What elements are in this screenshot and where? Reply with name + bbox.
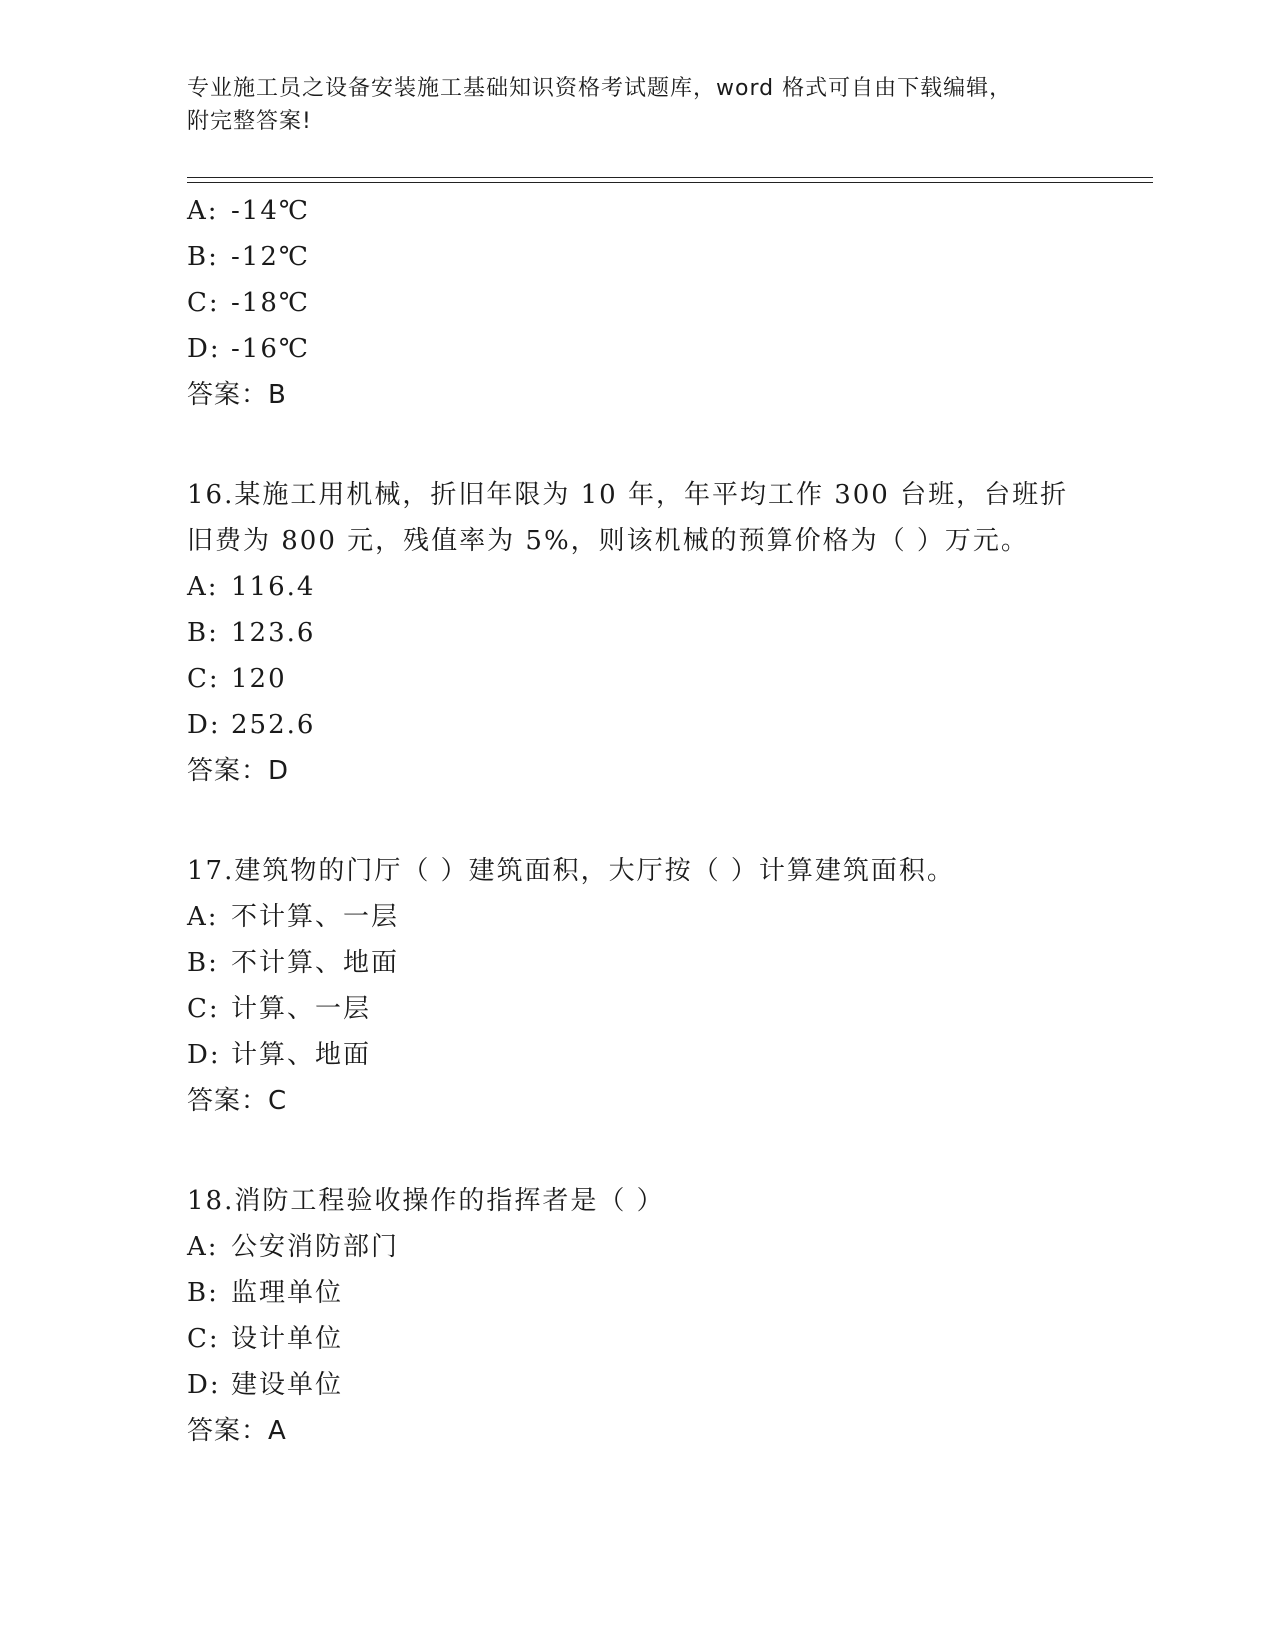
answer-option <box>187 702 1087 748</box>
option-text: -18℃ <box>231 288 310 318</box>
option-text: -14℃ <box>231 196 310 226</box>
option-key: A: <box>187 1232 219 1262</box>
answer-key: 答案：A <box>187 1416 287 1446</box>
option-key: A: <box>187 572 219 602</box>
document-header <box>187 72 1067 138</box>
answer-option <box>187 1316 1087 1362</box>
option-key: B: <box>187 948 219 978</box>
answer-option <box>187 940 1087 986</box>
option-key: B: <box>187 242 219 272</box>
option-text: 建设单位 <box>231 1370 344 1400</box>
block-spacer <box>187 794 1087 848</box>
option-text: -16℃ <box>231 334 310 364</box>
question-block <box>187 1178 1087 1454</box>
header-line-1: 专业施工员之设备安装施工基础知识资格考试题库，word 格式可自由下载编辑， <box>187 76 1013 101</box>
option-key: A: <box>187 196 219 226</box>
option-key: B: <box>187 1278 219 1308</box>
answer-option <box>187 894 1087 940</box>
question-text: 17.建筑物的门厅（ ）建筑面积，大厅按（ ）计算建筑面积。 <box>187 856 955 886</box>
answer-option <box>187 986 1087 1032</box>
answer-key: 答案：C <box>187 1086 288 1116</box>
answer-option <box>187 1270 1087 1316</box>
question-block <box>187 188 1087 418</box>
answer-key: 答案：D <box>187 756 290 786</box>
option-text: 123.6 <box>231 618 316 648</box>
option-text: 监理单位 <box>231 1278 344 1308</box>
header-line-2: 附完整答案! <box>187 109 312 134</box>
answer-option <box>187 1032 1087 1078</box>
option-key: C: <box>187 1324 220 1354</box>
option-text: 不计算、一层 <box>231 902 400 932</box>
question-text: 16.某施工用机械，折旧年限为 10 年，年平均工作 300 台班，台班折 <box>187 480 1069 510</box>
block-spacer <box>187 418 1087 472</box>
option-key: D: <box>187 1370 221 1400</box>
header-rule-bottom <box>187 182 1153 183</box>
answer-option <box>187 280 1087 326</box>
question-block <box>187 848 1087 1124</box>
option-text: 公安消防部门 <box>231 1232 400 1262</box>
option-key: B: <box>187 618 219 648</box>
header-rule-top <box>187 177 1153 178</box>
answer-key: 答案：B <box>187 380 287 410</box>
question-text: 旧费为 800 元，残值率为 5%，则该机械的预算价格为（ ）万元。 <box>187 526 1029 556</box>
option-key: C: <box>187 994 220 1024</box>
answer-option <box>187 656 1087 702</box>
answer-option <box>187 1224 1087 1270</box>
answer-option <box>187 1362 1087 1408</box>
option-text: -12℃ <box>231 242 310 272</box>
answer-option <box>187 234 1087 280</box>
option-key: A: <box>187 902 219 932</box>
answer-option <box>187 188 1087 234</box>
option-text: 120 <box>231 664 287 694</box>
answer-option <box>187 610 1087 656</box>
answer-option <box>187 564 1087 610</box>
option-key: C: <box>187 288 220 318</box>
option-key: D: <box>187 1040 221 1070</box>
question-text: 18.消防工程验收操作的指挥者是（ ） <box>187 1186 665 1216</box>
answer-option <box>187 326 1087 372</box>
option-text: 计算、一层 <box>231 994 372 1024</box>
block-spacer <box>187 1124 1087 1178</box>
option-key: D: <box>187 710 221 740</box>
option-text: 计算、地面 <box>231 1040 372 1070</box>
option-text: 设计单位 <box>231 1324 344 1354</box>
question-list <box>187 188 1087 1454</box>
option-text: 不计算、地面 <box>231 948 400 978</box>
option-key: D: <box>187 334 221 364</box>
option-key: C: <box>187 664 220 694</box>
option-text: 116.4 <box>231 572 316 602</box>
option-text: 252.6 <box>231 710 316 740</box>
question-block <box>187 472 1087 794</box>
